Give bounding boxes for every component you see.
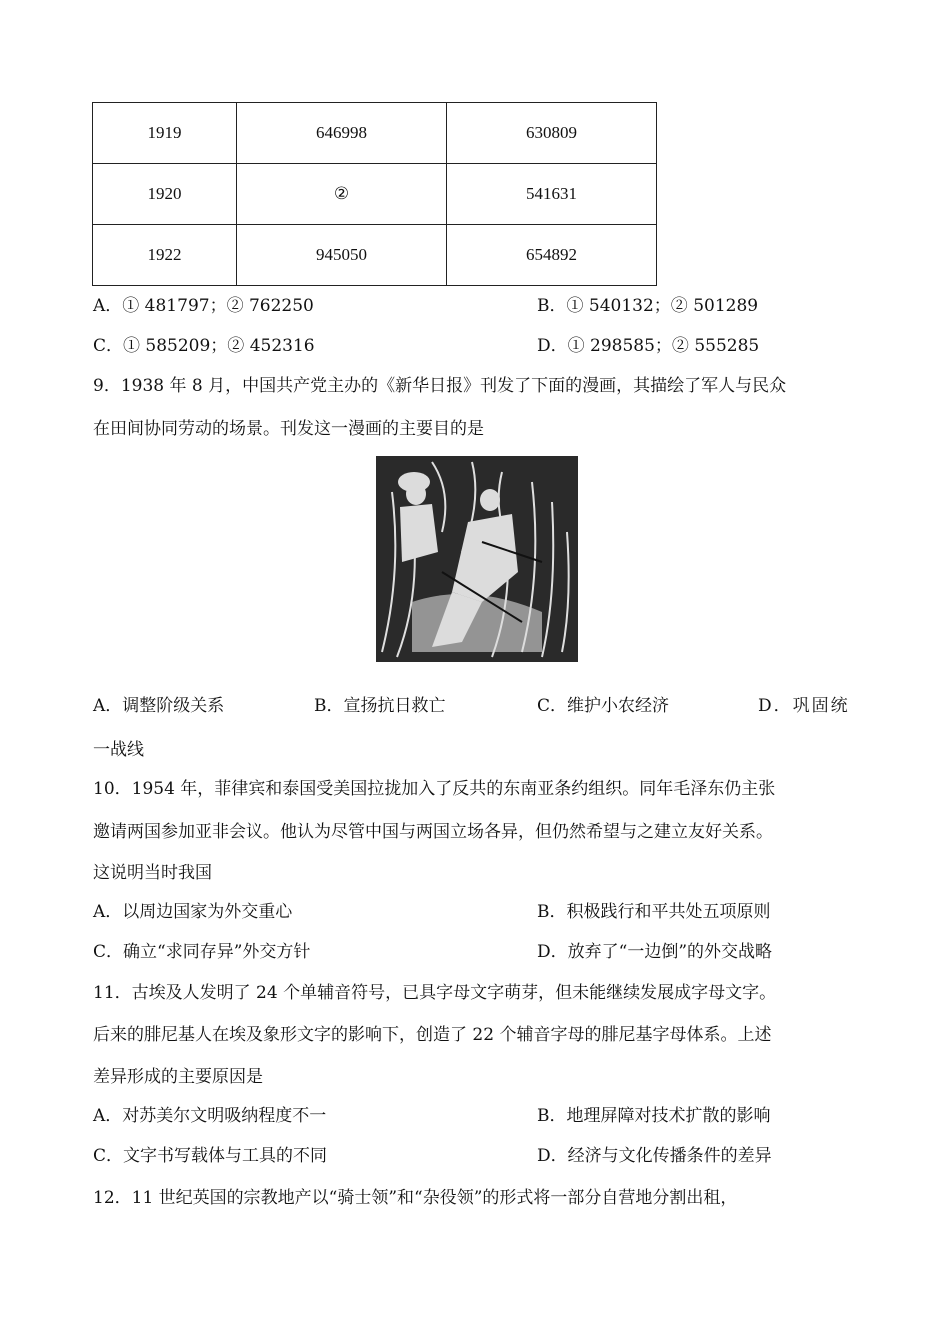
table-cell: 1922: [93, 225, 237, 286]
table-cell: 541631: [447, 164, 657, 225]
q10-stem-line-3: 这说明当时我国: [93, 863, 212, 883]
q11-stem-line-3: 差异形成的主要原因是: [93, 1067, 263, 1087]
q12-stem-line-1: 12．11 世纪英国的宗教地产以“骑士领”和“杂役领”的形式将一部分自营地分割出租，: [93, 1188, 738, 1208]
table-cell: 630809: [447, 103, 657, 164]
q10-option-c: C．确立“求同存异”外交方针: [93, 942, 311, 962]
q9-option-d-continued: 一战线: [93, 740, 144, 760]
q9-stem-line-2: 在田间协同劳动的场景。刊发这一漫画的主要目的是: [93, 419, 484, 439]
q9-option-d: D．巩固统: [758, 696, 850, 716]
q8-option-c: C．① 585209；② 452316: [93, 336, 315, 356]
data-table: [92, 102, 657, 286]
q9-stem-line-1: 9．1938 年 8 月，中国共产党主办的《新华日报》刊发了下面的漫画，其描绘了军人与民众: [93, 376, 787, 396]
q11-stem-line-1: 11．古埃及人发明了 24 个单辅音符号，已具字母文字萌芽，但未能继续发展成字母文字。: [93, 983, 777, 1003]
table-row: [93, 225, 657, 286]
table-cell: 945050: [237, 225, 447, 286]
q9-option-b: B．宣扬抗日救亡: [314, 696, 446, 716]
table-cell: 1920: [93, 164, 237, 225]
q8-option-b: B．① 540132；② 501289: [537, 296, 759, 316]
table-cell: 646998: [237, 103, 447, 164]
q11-option-d: D．经济与文化传播条件的差异: [537, 1146, 772, 1166]
q11-option-a: A．对苏美尔文明吸纳程度不一: [93, 1106, 327, 1126]
woodcut-cartoon-image: [372, 452, 582, 664]
q10-option-b: B．积极践行和平共处五项原则: [537, 902, 771, 922]
q10-stem-line-2: 邀请两国参加亚非会议。他认为尽管中国与两国立场各异，但仍然希望与之建立友好关系。: [93, 822, 773, 842]
table-cell: 1919: [93, 103, 237, 164]
q9-option-c: C．维护小农经济: [537, 696, 670, 716]
q8-option-d: D．① 298585；② 555285: [537, 336, 760, 356]
table-row: [93, 164, 657, 225]
q11-stem-line-2: 后来的腓尼基人在埃及象形文字的影响下，创造了 22 个辅音字母的腓尼基字母体系。上述: [93, 1025, 772, 1045]
q11-option-b: B．地理屏障对技术扩散的影响: [537, 1106, 771, 1126]
q10-option-a: A．以周边国家为外交重心: [93, 902, 293, 922]
q10-stem-line-1: 10．1954 年，菲律宾和泰国受美国拉拢加入了反共的东南亚条约组织。同年毛泽东仍主张: [93, 779, 776, 799]
table-cell: 654892: [447, 225, 657, 286]
q11-option-c: C．文字书写载体与工具的不同: [93, 1146, 328, 1166]
table-cell: ②: [237, 164, 447, 225]
q9-option-a: A．调整阶级关系: [93, 696, 225, 716]
q10-option-d: D．放弃了“一边倒”的外交战略: [537, 942, 773, 962]
q8-option-a: A．① 481797；② 762250: [93, 296, 314, 316]
table-row: [93, 103, 657, 164]
